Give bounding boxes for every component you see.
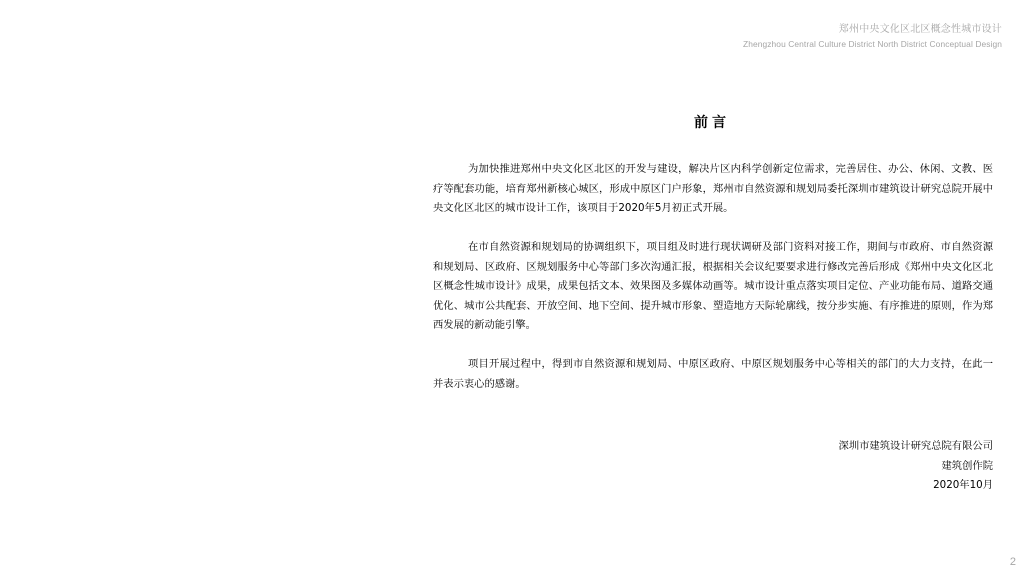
page-title: 前言 [694,115,730,131]
signature-organization: 深圳市建筑设计研究总院有限公司 [838,440,993,452]
paragraph-1: 为加快推进郑州中央文化区北区的开发与建设，解决片区内科学创新定位需求，完善居住、办公、休闲、文教、医疗等配套功能，培育郑州新核心城区，形成中原区门户形象，郑州市自然资源和规划局委托深圳市建筑设计研究总院开展中央文化区北区的城市设计工作，该项目于2020年5月初正式开展。 [433,163,993,214]
header-title-zh: 郑州中央文化区北区概念性城市设计 [838,24,1002,35]
document-body [433,160,993,414]
signature-department: 建筑创作院 [941,459,993,472]
header-title-en: Zhengzhou Central Culture District North District Conceptual Design [743,39,1002,49]
signature-block [839,437,993,496]
document-header [743,23,1002,51]
signature-date: 2020年10月 [933,479,993,491]
paragraph-3: 项目开展过程中，得到市自然资源和规划局、中原区政府、中原区规划服务中心等相关的部门的大力支持，在此一并表示衷心的感谢。 [433,358,993,390]
paragraph-2: 在市自然资源和规划局的协调组织下，项目组及时进行现状调研及部门资料对接工作，期间与市政府、市自然资源和规划局、区政府、区规划服务中心等部门多次沟通汇报，根据相关会议纪要要求进行修改完善后形成《郑州中央文化区北区概念性城市设计》成果，成果包括文本、效果图及多媒体动画等。城市设计重点落实项目定位、产业功能布局、道路交通优化、城市公共配套、开放空间、地下空间、提升城市形象、塑造地方天际轮廓线，按分步实施、有序推进的原则，作为郑西发展的新动能引擎。 [433,241,993,331]
page-number: 2 [1009,556,1016,568]
